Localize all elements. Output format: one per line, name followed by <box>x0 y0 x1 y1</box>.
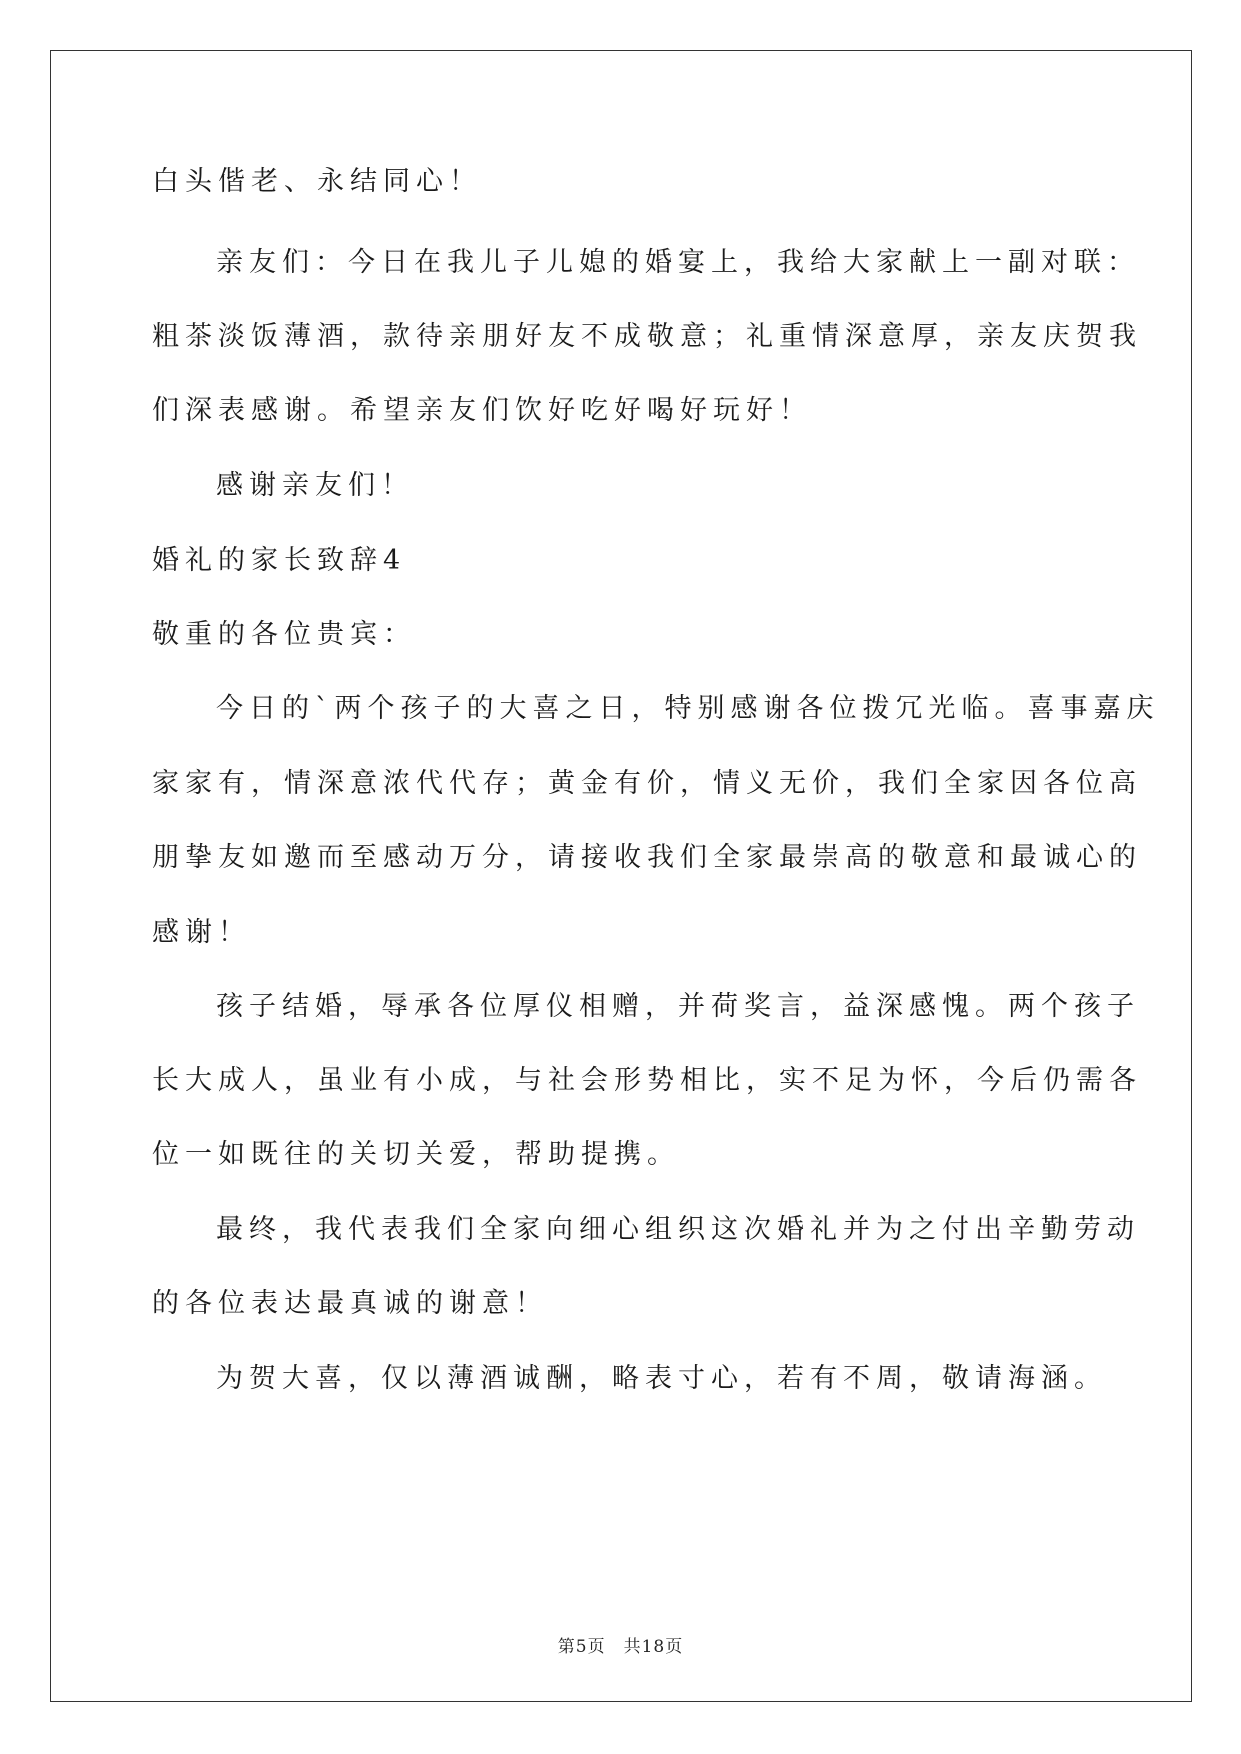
text-line: 位一如既往的关切关爱，帮助提携。 <box>152 1139 680 1170</box>
text-line: 们深表感谢。希望亲友们饮好吃好喝好玩好！ <box>152 395 812 426</box>
text-line: 的各位表达最真诚的谢意！ <box>152 1288 548 1319</box>
text-line: 感谢！ <box>152 917 251 948</box>
page-number-footer: 第5页 共18页 <box>557 1637 684 1657</box>
text-line: 家家有，情深意浓代代存；黄金有价，情义无价，我们全家因各位高 <box>152 768 1142 799</box>
section-heading: 婚礼的家长致辞4 <box>152 545 407 576</box>
paragraph-start-line: 最终，我代表我们全家向细心组织这次婚礼并为之付出辛勤劳动 <box>216 1214 1140 1245</box>
text-line: 白头偕老、永结同心！ <box>152 166 482 197</box>
paragraph-start-line: 为贺大喜，仅以薄酒诚酬，略表寸心，若有不周，敬请海涵。 <box>216 1363 1107 1394</box>
paragraph-start-line: 亲友们：今日在我儿子儿媳的婚宴上，我给大家献上一副对联： <box>216 247 1140 278</box>
paragraph-start-line: 感谢亲友们！ <box>216 470 414 501</box>
paragraph-start-line: 今日的`两个孩子的大喜之日，特别感谢各位拨冗光临。喜事嘉庆 <box>216 693 1160 724</box>
salutation-line: 敬重的各位贵宾： <box>152 619 416 650</box>
text-line: 粗茶淡饭薄酒，款待亲朋好友不成敬意；礼重情深意厚，亲友庆贺我 <box>152 321 1142 352</box>
text-line: 朋挚友如邀而至感动万分，请接收我们全家最崇高的敬意和最诚心的 <box>152 842 1142 873</box>
page-border <box>50 50 1192 1702</box>
text-line: 长大成人，虽业有小成，与社会形势相比，实不足为怀，今后仍需各 <box>152 1065 1142 1096</box>
paragraph-start-line: 孩子结婚，辱承各位厚仪相赠，并荷奖言，益深感愧。两个孩子 <box>216 991 1140 1022</box>
